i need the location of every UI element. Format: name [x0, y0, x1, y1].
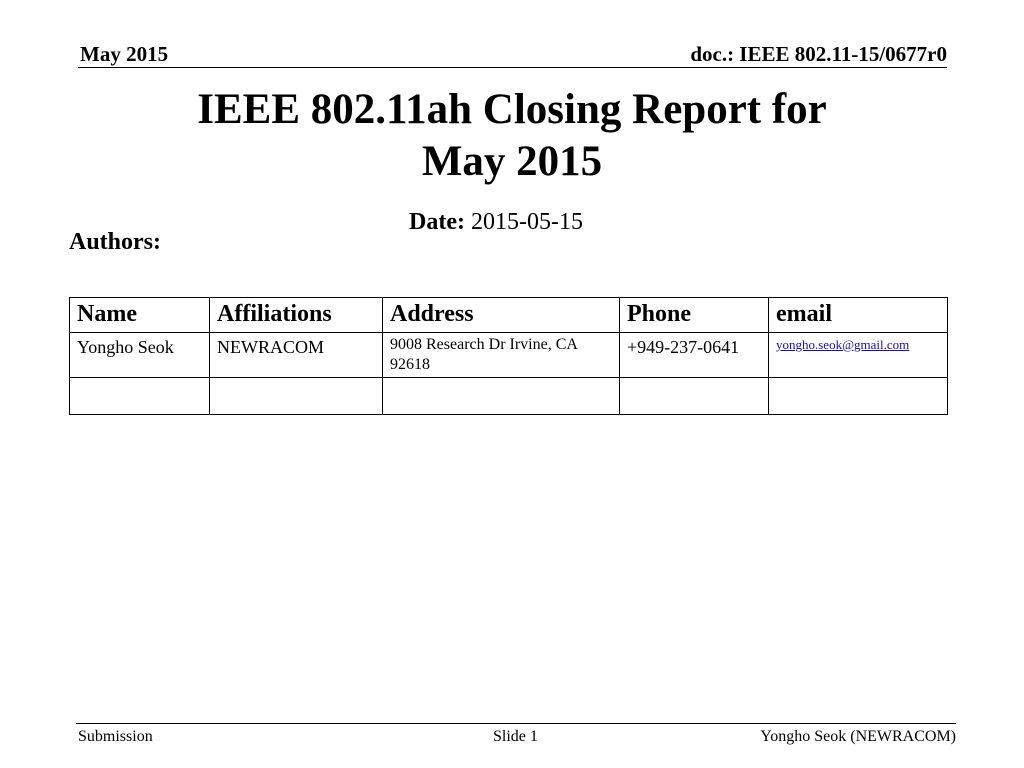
column-header-email: email — [769, 298, 948, 333]
header-doc-id: doc.: IEEE 802.11-15/0677r0 — [690, 42, 947, 66]
column-header-name: Name — [70, 298, 210, 333]
cell-email — [769, 378, 948, 415]
column-header-affiliations: Affiliations — [210, 298, 383, 333]
footer-divider — [76, 723, 956, 724]
cell-affiliation — [210, 378, 383, 415]
cell-address — [383, 378, 620, 415]
table-row — [70, 378, 948, 415]
table-row — [70, 333, 948, 378]
slide-title-line-1: IEEE 802.11ah Closing Report for — [197, 86, 827, 133]
header-divider — [78, 67, 947, 68]
column-header-phone: Phone — [620, 298, 769, 333]
cell-phone — [620, 378, 769, 415]
date-label: Date: — [409, 209, 465, 235]
authors-label: Authors: — [69, 229, 162, 255]
date-value: 2015-05-15 — [470, 209, 583, 235]
footer-author: Yongho Seok (NEWRACOM) — [760, 728, 956, 745]
cell-affiliation: NEWRACOM — [210, 333, 383, 378]
email-link[interactable]: yongho.seok@gmail.com — [776, 337, 910, 352]
footer-slide-number: Slide 1 — [493, 728, 538, 745]
authors-table — [69, 297, 948, 415]
slide-title — [0, 84, 1024, 188]
column-header-address: Address — [383, 298, 620, 333]
cell-name — [70, 378, 210, 415]
cell-address: 9008 Research Dr Irvine, CA 92618 — [383, 333, 620, 378]
cell-phone: +949-237-0641 — [620, 333, 769, 378]
table-header-row — [70, 298, 948, 333]
date-line — [409, 208, 583, 236]
cell-email — [769, 333, 948, 378]
header-date: May 2015 — [80, 42, 169, 66]
cell-name: Yongho Seok — [70, 333, 210, 378]
slide-title-line-2: May 2015 — [421, 138, 603, 185]
footer-submission: Submission — [78, 728, 153, 745]
